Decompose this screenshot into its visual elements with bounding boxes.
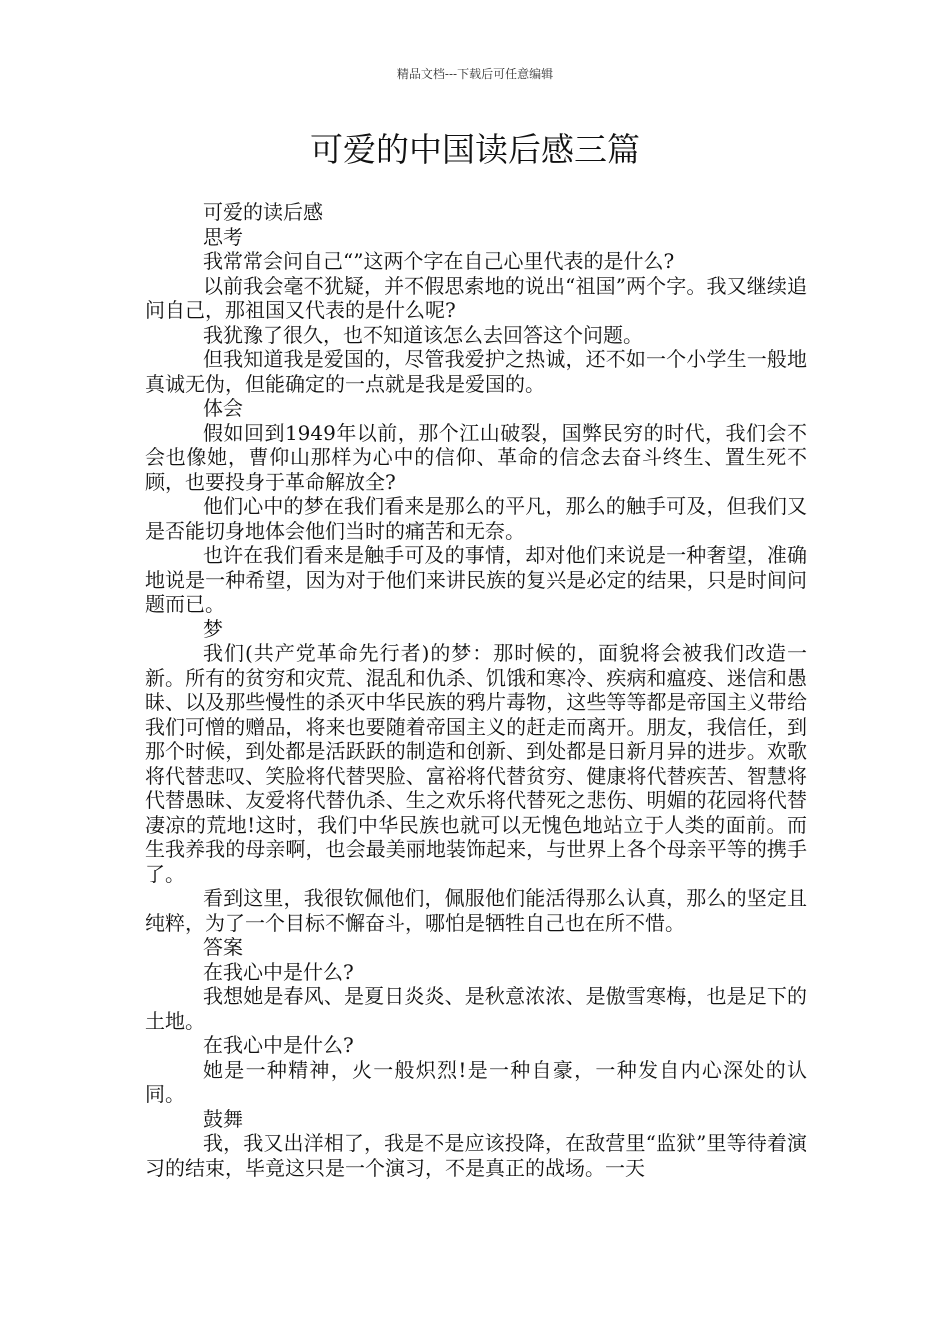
paragraph: 我想她是春风、是夏日炎炎、是秋意浓浓、是傲雪寒梅，也是足下的土地。 bbox=[145, 984, 807, 1033]
paragraph: 假如回到1949年以前，那个江山破裂，国弊民穷的时代，我们会不会也像她，曹仰山那样为心中的信仰、革命的信念去奋斗终生、置生死不顾，也要投身于革命解放全? bbox=[145, 420, 807, 494]
section-heading: 梦 bbox=[203, 616, 223, 641]
document-body bbox=[145, 200, 807, 1180]
paragraph: 我们(共产党革命先行者)的梦：那时候的，面貌将会被我们改造一新。所有的贫穷和灾荒、混乱和仇杀、饥饿和寒冷、疾病和瘟疫、迷信和愚昧、以及那些慢性的杀灭中华民族的鸦片毒物，这些等等都是帝国主义带给我们可憎的赠品，将来也要随着帝国主义的赶走而离开。朋友，我信任，到那个时候，到处都是活跃跃的制造和创新、到处都是日新月异的进步。欢歌将代替悲叹、笑脸将代替哭脸、富裕将代替贫穷、健康将代替疾苦、智慧将代替愚昧、友爱将代替仇杀、生之欢乐将代替死之悲伤、明媚的花园将代替凄凉的荒地!这时，我们中华民族也就可以无愧色地站立于人类的面前。而生我养我的母亲啊，也会最美丽地装饰起来，与世界上各个母亲平等的携手了。 bbox=[145, 641, 807, 886]
paragraph: 以前我会毫不犹疑，并不假思索地的说出“祖国”两个字。我又继续追问自己，那祖国又代表的是什么呢? bbox=[145, 273, 807, 322]
paragraph: 在我心中是什么? bbox=[203, 1033, 354, 1057]
paragraph: 她是一种精神，火一般炽烈!是一种自豪，一种发自内心深处的认同。 bbox=[145, 1057, 807, 1106]
section-heading: 思考 bbox=[203, 224, 243, 249]
paragraph: 看到这里，我很钦佩他们，佩服他们能活得那么认真，那么的坚定且纯粹，为了一个目标不懈奋斗，哪怕是牺牲自己也在所不惜。 bbox=[145, 886, 807, 935]
header-note: 精品文档---下载后可任意编辑 bbox=[396, 67, 554, 81]
paragraph: 在我心中是什么? bbox=[203, 959, 354, 984]
section-heading: 鼓舞 bbox=[203, 1106, 243, 1131]
paragraph: 我，我又出洋相了，我是不是应该投降，在敌营里“监狱”里等待着演习的结束，毕竟这只是一个演习，不是真正的战场。一天 bbox=[145, 1131, 807, 1180]
document-title: 可爱的中国读后感三篇 bbox=[310, 130, 640, 169]
paragraph: 他们心中的梦在我们看来是那么的平凡，那么的触手可及，但我们又是否能切身地体会他们当时的痛苦和无奈。 bbox=[145, 494, 807, 543]
paragraph: 但我知道我是爱国的，尽管我爱护之热诚，还不如一个小学生一般地真诚无伪，但能确定的一点就是我是爱国的。 bbox=[145, 347, 807, 396]
section-heading: 体会 bbox=[203, 396, 243, 420]
paragraph: 我犹豫了很久，也不知道该怎么去回答这个问题。 bbox=[203, 322, 643, 347]
paragraph: 也许在我们看来是触手可及的事情，却对他们来说是一种奢望，准确地说是一种希望，因为对于他们来讲民族的复兴是必定的结果，只是时间问题而已。 bbox=[145, 543, 807, 616]
section-heading: 答案 bbox=[203, 935, 243, 959]
paragraph: 我常常会问自己“”这两个字在自己心里代表的是什么? bbox=[203, 249, 675, 273]
section-heading: 可爱的读后感 bbox=[203, 200, 323, 224]
